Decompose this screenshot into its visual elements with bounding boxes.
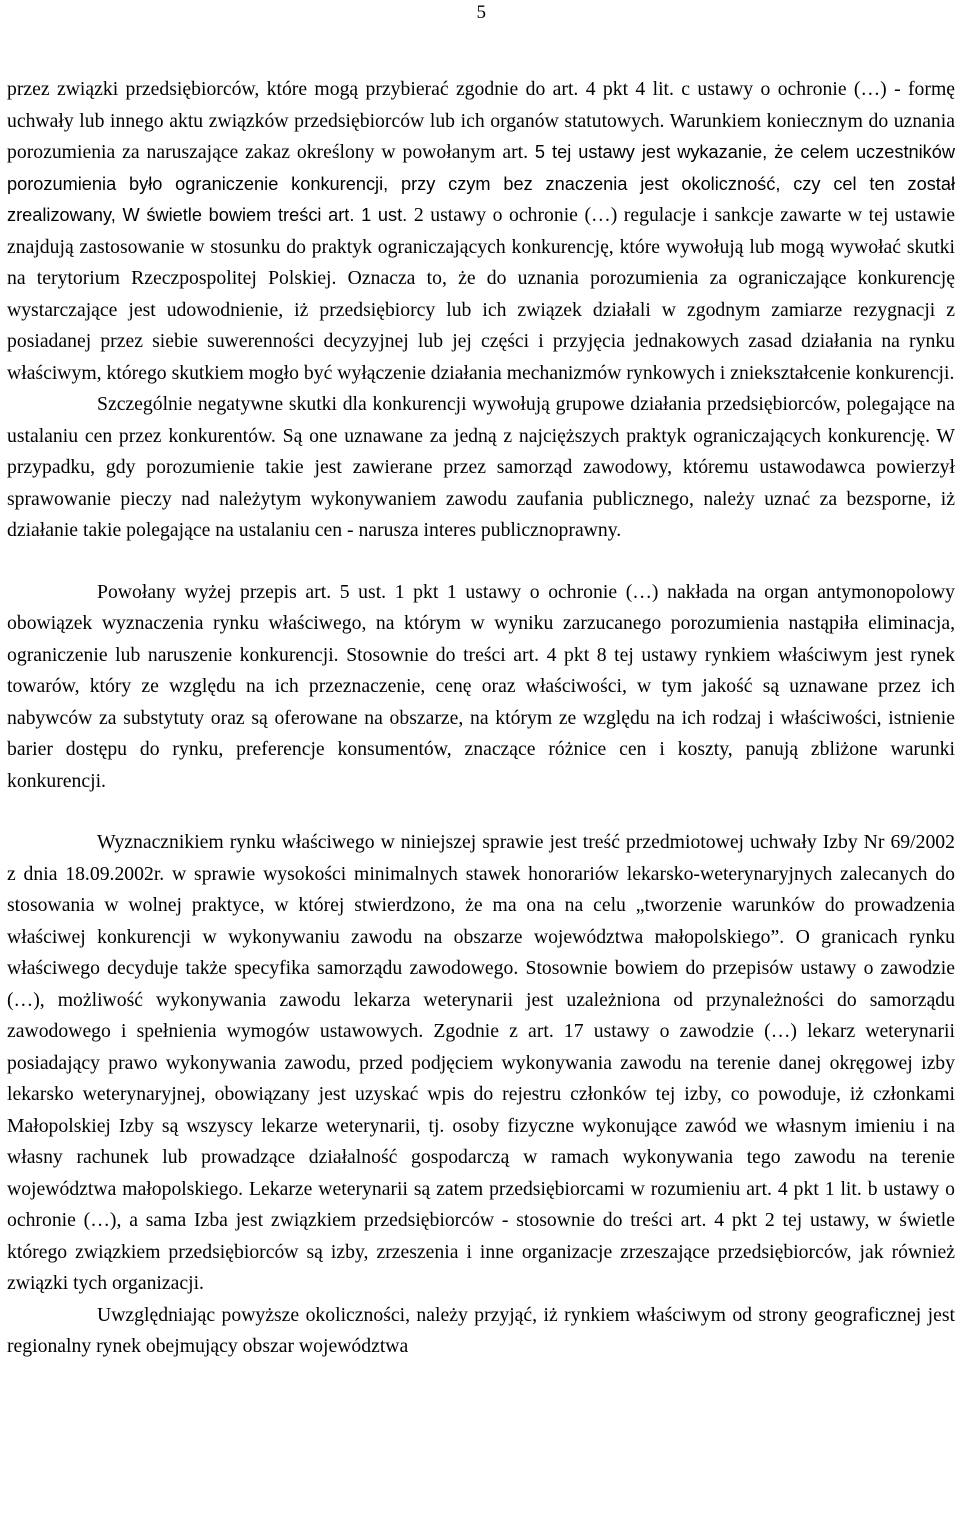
paragraph-text: przez związki przedsiębiorców, które mogą przybierać zgodnie do art. 4 pkt 4 lit. c ustawy o ochronie (…) - formę uchwały lub innego aktu związków przedsiębiorców lub ich organów statutowych. Warunkiem koniecznym do uznania porozumienia za naruszające zakaz określony w powołanym art. [7,78,955,163]
paragraph-4 [7,827,955,1300]
paragraph-text: Powołany wyżej przepis art. 5 ust. 1 pkt 1 ustawy o ochronie (…) nakłada na organ antymonopolowy obowiązek wyznaczenia rynku właściwego, na którym w wyniku zarzucanego porozumienia nastąpiła eliminacja, ograniczenie lub naruszenie konkurencji. Stosownie do treści art. 4 pkt 8 tej ustawy rynkiem właściwym jest rynek towarów, który ze względu na ich przeznaczenie, cenę oraz właściwości, w tym jakość są uznawane przez ich nabywców za substytuty oraz są oferowane na obszarze, na którym ze względu na ich rodzaj i właściwości, istnienie barier dostępu do rynku, preferencje konsumentów, znaczące różnice cen i koszty, panują zbliżone warunki konkurencji. [7,580,955,792]
paragraph-5 [7,1300,955,1363]
paragraph-2 [7,389,955,547]
paragraph-text-sans: 5 tej ustawy jest wykazanie, że celem uczestników porozumienia było ograniczenie konkurencji, przy czym bez znaczenia jest okoliczność, czy cel ten został zrealizowany, W świetle bowiem treści art. 1 ust. [7,142,956,225]
paragraph-text: Uwzględniając powyższe okoliczności, należy przyjąć, iż rynkiem właściwym od strony geograficznej jest regionalny rynek obejmujący obszar województwa [7,1303,955,1357]
paragraph-text: Wyznacznikiem rynku właściwego w niniejszej sprawie jest treść przedmiotowej uchwały Izby Nr 69/2002 z dnia 18.09.2002r. w sprawie wysokości minimalnych stawek honorariów lekarsko-weterynaryjnych zalecanych do stosowania w wolnej praktyce, w której stwierdzono, że ma ona na celu „tworzenie warunków do prowadzenia właściwej konkurencji w wykonywaniu zawodu na obszarze województwa małopolskiego”. O granicach rynku właściwego decyduje także specyfika samorządu zawodowego. Stosownie bowiem do przepisów ustawy o zawodzie (…), możliwość wykonywania zawodu lekarza weterynarii jest uzależniona od przynależności do samorządu zawodowego i spełnienia wymogów ustawowych. Zgodnie z art. 17 ustawy o zawodzie (…) lekarz weterynarii posiadający prawo wykonywania zawodu, przed podjęciem wykonywania zawodu na terenie danej okręgowej izby lekarsko weterynaryjnej, obowiązany jest uzyskać wpis do rejestru członków tej izby, co powoduje, iż członkami Małopolskiej Izby są wszyscy lekarze weterynarii, tj. osoby fizyczne wykonujące zawód we własnym imieniu i na własny rachunek lub prowadzące działalność gospodarczą w ramach wykonywania tego zawodu na terenie województwa małopolskiego. Lekarze weterynarii są zatem przedsiębiorcami w rozumieniu art. 4 pkt 1 lit. b ustawy o ochronie (…), a sama Izba jest związkiem przedsiębiorców - stosownie do treści art. 4 pkt 2 tej ustawy, w świetle którego związkiem przedsiębiorców są izby, zrzeszenia i inne organizacje zrzeszające przedsiębiorców, jak również związki tych organizacji. [7,831,955,1294]
document-body [7,74,955,1363]
page-number: 5 [476,2,486,23]
paragraph-1 [7,74,955,389]
paragraph-text: Szczególnie negatywne skutki dla konkurencji wywołują grupowe działania przedsiębiorców, polegające na ustalaniu cen przez konkurentów. Są one uznawane za jedną z najcięższych praktyk ograniczających konkurencję. W przypadku, gdy porozumienie takie jest zawierane przez samorząd zawodowy, któremu ustawodawca powierzył sprawowanie pieczy nad należytym wykonywaniem zawodu zaufania publicznego, należy uznać za bezsporne, iż działanie takie polegające na ustalaniu cen - narusza interes publicznoprawny. [7,393,955,541]
paragraph-3 [7,577,955,798]
paragraph-text: 2 ustawy o ochronie (…) regulacje i sankcje zawarte w tej ustawie znajdują zastosowanie w stosunku do praktyk ograniczających konkurencję, które wywołują lub mogą wywołać skutki na terytorium Rzeczpospolitej Polskiej. Oznacza to, że do uznania porozumienia za ograniczające konkurencję wystarczające jest udowodnienie, iż przedsiębiorcy lub ich związek działali w zgodnym zamiarze rezygnacji z posiadanej przez siebie suwerenności decyzyjnej lub jej części i przyjęcia jednakowych zasad działania na rynku właściwym, którego skutkiem mogło być wyłączenie działania mechanizmów rynkowych i zniekształcenie konkurencji. [7,204,955,384]
